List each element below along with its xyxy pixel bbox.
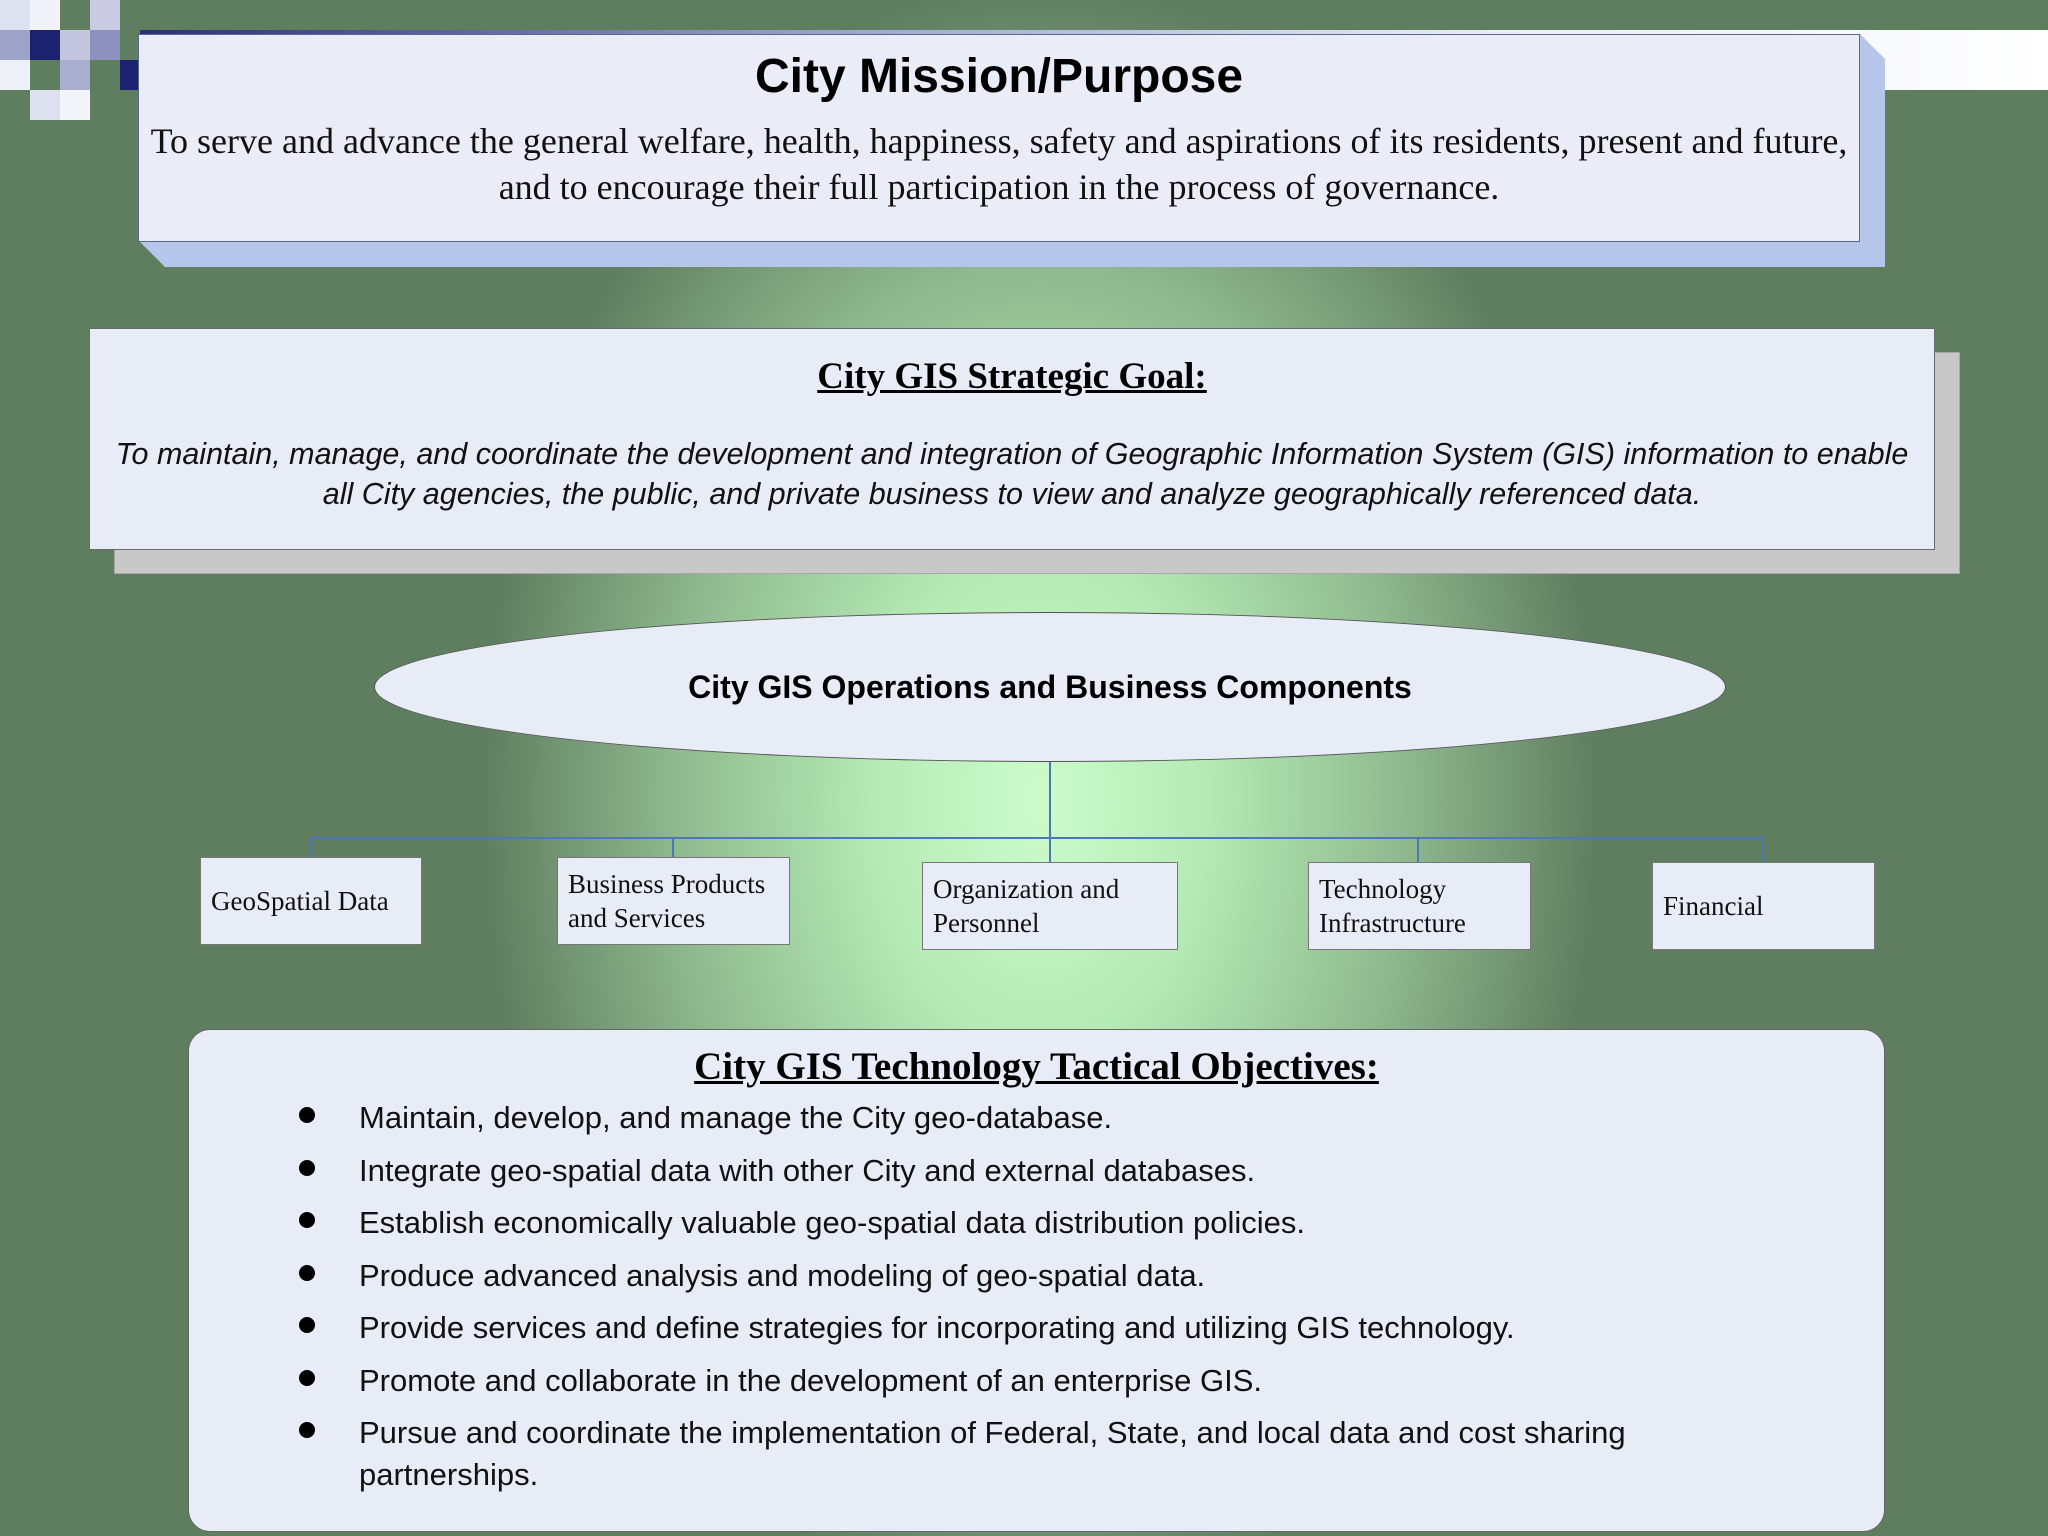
objective-item [189,1360,1884,1402]
objective-text: Integrate geo-spatial data with other City and external databases. [359,1152,1256,1188]
mission-text: To serve and advance the general welfare, health, happiness, safety and aspirations of its residents, present and future, and to encourage their full participation in the process of governance. [150,121,1848,208]
objective-item [189,1412,1884,1496]
objective-text: Maintain, develop, and manage the City geo-database. [359,1100,1113,1135]
objective-item [189,1202,1884,1244]
component-geospatial-data: GeoSpatial Data [200,857,422,945]
objective-item [189,1307,1884,1349]
objective-item [189,1150,1884,1192]
component-organization-personnel: Organization and Personnel [922,862,1178,950]
operations-title: City GIS Operations and Business Components [688,668,1412,705]
component-financial: Financial [1652,862,1875,950]
component-business-products: Business Products and Services [557,857,790,945]
goal-title: City GIS Strategic Goal: [817,356,1207,397]
objective-text: Promote and collaborate in the development of an enterprise GIS. [359,1362,1262,1398]
bullet-icon [299,1317,315,1333]
bullet-icon [299,1107,315,1123]
bullet-icon [299,1160,315,1176]
bullet-icon [299,1265,315,1281]
objective-item [189,1097,1884,1139]
component-technology-infrastructure: Technology Infrastructure [1308,862,1531,950]
mission-title: City Mission/Purpose [754,50,1244,103]
objectives-title: City GIS Technology Tactical Objectives: [694,1045,1379,1088]
objectives-list [189,1097,1884,1496]
objective-item [189,1255,1884,1297]
objective-text: Pursue and coordinate the implementation of Federal, State, and local data and cost sharing partnerships. [359,1415,1626,1492]
objective-text: Provide services and define strategies for incorporating and utilizing GIS technology. [359,1310,1515,1345]
goal-text: To maintain, manage, and coordinate the development and integration of Geographic Information System (GIS) information to enable all City agencies, the public, and private business to view and analyze geographically referenced data. [115,437,1909,511]
operations-ellipse [374,612,1726,762]
bullet-icon [299,1212,315,1228]
bullet-icon [299,1370,315,1386]
objectives-box [188,1029,1885,1532]
objective-text: Produce advanced analysis and modeling of geo-spatial data. [359,1257,1206,1293]
objective-text: Establish economically valuable geo-spatial data distribution policies. [359,1205,1306,1240]
bullet-icon [299,1422,315,1438]
